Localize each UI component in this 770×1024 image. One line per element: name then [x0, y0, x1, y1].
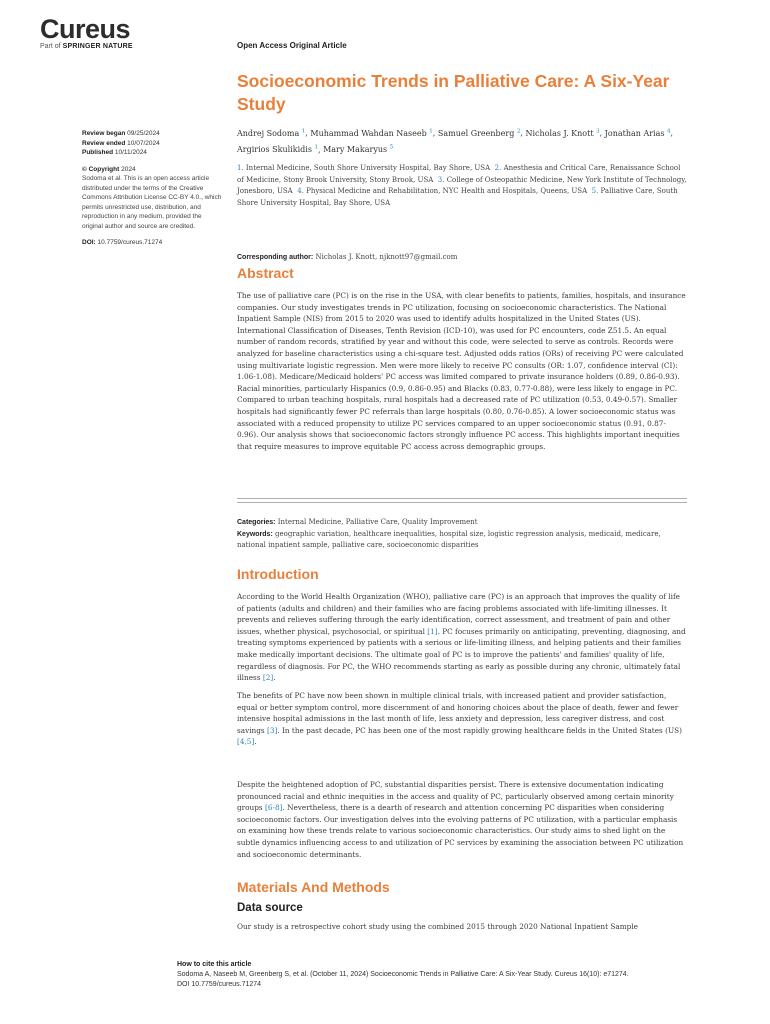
citation-link[interactable]: [2]	[262, 673, 274, 683]
data-source-heading: Data source	[237, 902, 303, 914]
license-text: Sodoma et al. This is an open access article distributed under the terms of the Creative Commons Attribution License CC-BY 4.0., which permits unrestricted use, distribution, and reproduction in any medium, provided the original author and source are credited.	[82, 175, 222, 230]
author[interactable]: Argirios Skulikidis $^1$	[237, 144, 318, 155]
introduction-paragraph-3: Despite the heightened adoption of PC, substantial disparities persist. There is extensive documentation indicating pronounced racial and ethnic inequities in the access and quality of PC, particularly observed among certain minority groups [6-8]. Nevertheless, there is a dearth of research and attention concerning PC disparities when considering socioeconomic factors. Our investigation delves into the evolving patterns of PC utilization, with a particular emphasis on examining how these trends relate to various socioeconomic characteristics. Our study aims to shed light on the subtle dynamics influencing access to and utilization of PC services by examining the association between PC utilization and socioeconomic determinants.	[237, 780, 684, 859]
introduction-paragraph-1: According to the World Health Organization (WHO), palliative care (PC) is an approach that improves the quality of life of patients (adults and children) and their families who are facing problems associated with life-limiting illnesses. It prevents and relieves suffering through the early identification, correct assessment, and treatment of pain and other issues, whether physical, psychosocial, or spiritual [1]. PC focuses primarily on anticipating, preventing, diagnosing, and treating symptoms experienced by patients with a serious or life-limiting illness, and helping patients and their families make medically important decisions. The ultimate goal of PC is to improve the patients' and families' quality of life, regardless of diagnosis. For PC, the WHO recommends starting as early as possible during any chronic, ultimately fatal illness [2].	[237, 592, 686, 683]
introduction-heading: Introduction	[237, 566, 319, 582]
author[interactable]: Jonathan Arias $^4$	[604, 128, 671, 138]
article-type-label: Open Access Original Article	[237, 41, 347, 50]
corresponding-author: Corresponding author: Nicholas J. Knott, njknott97@gmail.com	[237, 253, 458, 261]
author[interactable]: Andrej Sodoma $^1$	[237, 128, 306, 138]
citation-link[interactable]: [3]	[267, 725, 278, 735]
abstract-heading: Abstract	[237, 265, 294, 281]
categories-keywords: Categories: Internal Medicine, Palliative Care, Quality Improvement Keywords: geographic variation, healthcare inequalities, hospital size, logistic regression analysis, medicaid, medicare, national inpatient sample, palliative care, socioeconomic disparities	[237, 518, 661, 549]
how-to-cite	[177, 960, 737, 990]
affiliations: 1. Internal Medicine, South Shore University Hospital, Bay Shore, USA 2. Anesthesia and Critical Care, Renaissance School of Medicine, Stony Brook University, Stony Brook, USA 3. College of Osteopathic Medicine, New York Institute of Technology, Jonesboro, USA 4. Physical Medicine and Rehabilitation, NYC Health and Hospitals, Queens, USA 5. Palliative Care, South Shore University Hospital, Bay Shore, USA	[237, 164, 687, 207]
affiliation: College of Osteopathic Medicine, New York Institute of Technology, Jonesboro, USA	[237, 175, 687, 195]
review-ended: Review ended 10/07/2024	[82, 139, 160, 147]
article-metadata-sidebar	[82, 129, 222, 248]
keywords-value: geographic variation, healthcare inequalities, hospital size, logistic regression analysis, medicaid, medicare, national inpatient sample, palliative care, socioeconomic disparities	[237, 529, 661, 549]
abstract-text: The use of palliative care (PC) is on the rise in the USA, with clear benefits to patients, families, hospitals, and insurance companies. Our study investigates trends in PC utilization, focusing on socioeconomic characteristics. The National Inpatient Sample (NIS) from 2015 to 2020 was used to identify adults hospitalized in the United States (US). International Classification of Diseases, Tenth Revision (ICD-10), was used for PC encounters, code Z51.5. An equal number of random records, stratified by year and without this code, were selected to serve as controls. Records were analyzed for baseline characteristics using a chi-square test. Adjusted odds ratios (ORs) of receiving PC were calculated using multivariate logistic regression. Men were more likely to receive PC consults (OR: 1.07, confidence interval (CI): 1.06-1.08). Medicare/Medicaid holders' PC access was limited compared to private insurance holders (0.89, 0.86-0.93). Racial minorities, particularly Hispanics (0.9, 0.86-0.95) and Blacks (0.83, 0.77-0.88), were less likely to engage in PC. Compared to urban teaching hospitals, rural hospitals had a decreased rate of PC utilization (0.53, 0.49-0.57). Smaller hospitals had significantly fewer PC referrals than large hospitals (0.80, 0.76-0.85). A lower socioeconomic status was associated with a reduced propensity to utilize PC services compared to an upper socioeconomic status (0.91, 0.87-0.96). Our analysis shows that socioeconomic factors strongly influence PC access. This highlights important inequities that require measures to improve equitable PC access across demographic groups.	[237, 291, 686, 451]
methods-heading: Materials And Methods	[237, 879, 390, 895]
corresponding-author-contact[interactable]: Nicholas J. Knott, njknott97@gmail.com	[315, 253, 458, 261]
author[interactable]: Muhammad Wahdan Naseeb $^1$	[310, 128, 433, 138]
citation-link[interactable]: [1]	[427, 626, 438, 636]
citation-doi[interactable]: DOI 10.7759/cureus.71274	[177, 981, 262, 988]
doi-link[interactable]: 10.7759/cureus.71274	[97, 239, 163, 246]
methods-paragraph: Our study is a retrospective cohort study using the combined 2015 through 2020 National Inpatient Sample	[237, 922, 638, 931]
citation-text: Sodoma A, Naseeb M, Greenberg S, et al. (October 11, 2024) Socioeconomic Trends in Palliative Care: A Six-Year Study. Cureus 16(10): e71274.	[177, 971, 629, 978]
section-divider	[237, 498, 687, 503]
affiliation: Internal Medicine, South Shore University Hospital, Bay Shore, USA	[245, 164, 491, 172]
logo-part-of: Part of SPRINGER NATURE	[40, 43, 133, 50]
author[interactable]: Mary Makaryus $^5$	[323, 144, 394, 155]
cureus-logo[interactable]	[40, 14, 133, 50]
how-to-cite-label: How to cite this article	[177, 961, 252, 968]
affiliation: Anesthesia and Critical Care, Renaissance School of Medicine, Stony Brook University, Stony Brook, USA	[237, 164, 681, 184]
review-began: Review began 09/25/2024	[82, 130, 160, 137]
article-title: Socioeconomic Trends in Palliative Care: A Six-Year Study	[237, 71, 670, 114]
doi: DOI: 10.7759/cureus.71274	[82, 239, 163, 246]
author-list: Andrej Sodoma $^1$, Muhammad Wahdan Naseeb $^1$, Samuel Greenberg $^2$, Nicholas J. Knott $^3$, Jonathan Arias $^4$, Argirios Skulikidis $^1$, Mary Makaryus $^5$	[237, 128, 674, 155]
logo-brand: Cureus	[40, 14, 131, 44]
citation-link[interactable]: [4,5]	[237, 737, 255, 747]
affiliation: Physical Medicine and Rehabilitation, NYC Health and Hospitals, Queens, USA	[306, 187, 588, 195]
author[interactable]: Nicholas J. Knott $^3$	[525, 128, 600, 138]
author[interactable]: Samuel Greenberg $^2$	[437, 128, 521, 138]
affiliation: Palliative Care, South Shore University Hospital, Bay Shore, USA	[237, 187, 678, 207]
introduction-paragraph-2: The benefits of PC have now been shown in multiple clinical trials, with increased patient and provider satisfaction, equal or better symptom control, more discernment of and honoring choices about the place of death, fewer and fewer intensive hospital admissions in the last month of life, less anxiety and depression, less caregiver distress, and cost savings [3]. In the past decade, PC has been one of the most rapidly growing healthcare fields in the United States (US) [4,5].	[237, 691, 682, 747]
copyright: © Copyright 2024	[82, 165, 136, 173]
categories-value: Internal Medicine, Palliative Care, Quality Improvement	[277, 518, 478, 526]
published-date: Published 10/11/2024	[82, 149, 147, 156]
citation-link[interactable]: [6-8]	[265, 803, 283, 813]
